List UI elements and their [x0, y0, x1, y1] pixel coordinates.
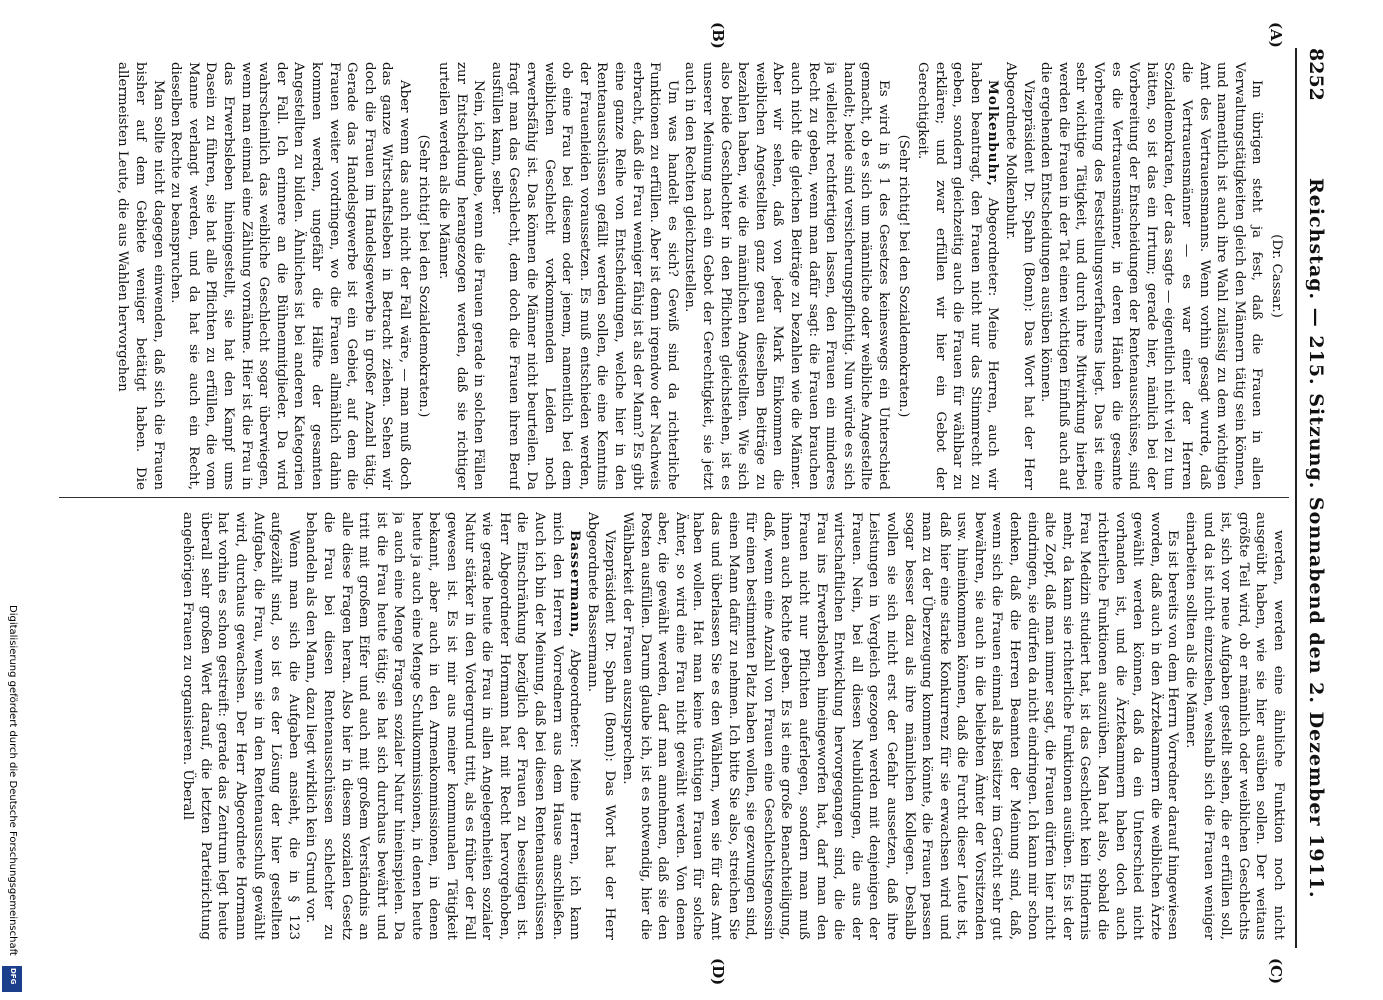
paragraph: Im übrigen steht ja fest, daß die Frauen in allen Verwaltungstätigkeiten gleich den Männern tätig sein können, und namentlich ist auch ihre Wahl zulässig zu dem wichtigen Amt des Vertrauensmanns. Wenn vorhin gesagt wurde, daß die Vertrauensmänner — es war einer der Herren Sozialdemokraten, der das sagte — eigentlich nicht viel zu tun hätten, so ist das ein Irrtum; gerade hier, nämlich bei der Vorbereitung der Entscheidungen der Rentenausschüsse, sind es die Vertrauensmänner, in deren Händen die gesamte Vorbereitung des Feststellungsverfahrens liegt. Das ist eine sehr wichtige Tätigkeit, und durch ihre Mitwirkung hierbei werden die Frauen in der Tat einen wichtigen Einfluß auch auf die ergehenden Entscheidungen ausüben können.	[1038, 62, 1265, 490]
speech-text: Abgeordneter: Meine Herren, ich kann mich den Herren Vorrednern aus dem Hause anschließen. Auch ich bin der Meinung, daß bei diesen Rentenausschüssen die Einschränkung bezüglich der Frauen zu beseitigen ist. Herr Abgeordneter Hormann hat mit Recht hervorgehoben, wie gerade heute die Frau in allen Angelegenheiten sozialer Natur stärker in den Vordergrund tritt, als es früher der Fall gewesen ist. Es ist mir aus meiner kommunalen Tätigkeit bekannt, aber auch in den Armenkommissionen, in denen heute ja auch eine Menge Schulkommissionen, in denen heute ja auch eine Menge Fragen sozialer Natur hineinspielen. Da ist die Frau heute tätig; sie hat sich durchaus bewährt und tritt mit großem Eifer und auch mit großem Verständnis an alle diese Fragen heran. Also hier in diesem sozialen Gesetz die Frau bei diesen Rentenausschüssen schlechter zu behandeln als den Mann, dazu liegt wirklich kein Grund vor.	[303, 512, 583, 940]
dfg-logo	[2, 966, 22, 992]
paragraph: Man sollte nicht dagegen einwenden, daß sich die Frauen bisher auf dem Gebiete weniger betätigt haben. Die allermeisten Leute, die aus Wahlen hervorgehen	[115, 62, 166, 490]
column-divider	[59, 497, 1289, 498]
paragraph: Vizepräsident Dr. Spahn (Bonn): Das Wort hat der Herr Abgeordnete Bassermann.	[584, 512, 618, 940]
speech-text: Abgeordneter: Meine Herren, auch wir haben beantragt, den Frauen nicht nur das Stimmrecht zu geben, sondern gleichzeitig auch die Frauen für wählbar zu erklären; und zwar erfüllen wir hier ein Gebot der Gerechtigkeit.	[915, 62, 1001, 490]
speaker-continuation: (Dr. Cassar.)	[1269, 234, 1284, 318]
paragraph: Vizepräsident Dr. Spahn (Bonn): Das Wort hat der Herr Abgeordnete Molkenbuhr.	[1003, 62, 1036, 490]
page-header	[1295, 48, 1331, 948]
speaker-name: Molkenbuhr,	[985, 80, 1002, 187]
paragraph	[302, 512, 584, 940]
digitization-note-text: Digitalisierung gefördert durch die Deutsche Forschungsgemeinschaft	[7, 605, 18, 956]
paragraph: Es ist bereits von dem Herrn Vorredner darauf hingewiesen worden, daß auch in den Ärztekammern die weiblichen Ärzte gewählt werden können, daß da ein Unterschied nicht vorhanden ist, und die Ärztekammern haben doch auch richterliche Funktionen auszuüben. Man hat also, sobald die Frau Medizin studiert hat, ist das Geschlecht kein Hindernis mehr, da kann sie richterliche Funktionen ausüben. Es ist der alte Zopf, daß man immer sagt, die Frauen dürfen hier nicht eindringen, sie dürfen da nicht eindringen. Ich kann mir schon denken, daß die Herren Beamten der Meinung sind, daß, wenn sich die Frauen einmal als Beisitzer im Gericht sehr gut bewähren, sie auch in die beliebten Ämter der Vorsitzenden usw. hineinkommen können, daß die Furcht dieser Leute ist, daß hier eine starke Konkurrenz für sie erwachsen wird und man zu der Überzeugung kommen könnte, die Frauen passen sogar besser dazu als ihre männlichen Kollegen. Deshalb wollen sie sich nicht erst der Gefahr aussetzen, daß ihre Leistungen in Vergleich gezogen werden mit denjenigen der Frauen. Nein, bei all diesen Neubildungen, die aus der wirtschaftlichen Entwicklung hervorgegangen sind, die die Frau ins Erwerbsleben hineingeworfen hat, darf man den Frauen nicht nur Pflichten auferlegen, sondern man muß ihnen auch Rechte geben. Es ist eine große Benachteiligung, daß, wenn eine Anzahl von Frauen eine Geschlechtsgenossin für einen bestimmten Platz haben wollen, sie gezwungen sind, einen Mann dafür zu nehmen. Ich bitte Sie also, streichen Sie das und überlassen Sie es den Wählern, wen sie für das Amt haben wollen. Hat man keine tüchtigen Frauen für solche Ämter, so wird eine Frau nicht gewählt werden. Von denen aber, die gewählt werden, darf man annehmen, daß sie den Posten ausfüllen. Darum glaube ich, ist es notwendig, hier die Wählbarkeit der Frauen auszusprechen.	[620, 512, 1181, 940]
paragraph: Es wird in § 1 des Gesetzes keineswegs ein Unterschied gemacht, ob es sich um männliche oder weibliche Angestellte handelt; beide sind versicherungspflichtig. Nun würde es sich ja vielleicht rechtfertigen lassen, den Frauen ein minderes Recht zu geben, wenn man dafür sagt: die Frauen brauchen auch nicht die gleichen Beiträge zu bezahlen wie die Männer. Aber wir sehen, daß von jeder Mark Einkommen die weiblichen Angestellten ganz genau dieselben Beiträge zu bezahlen haben, wie die männlichen Angestellten. Wie sich also beide Geschlechter in den Pflichten gleichstehen, ist es unserer Meinung nach ein Gebot der Gerechtigkeit, sie jetzt auch in den Rechten gleichzustellen.	[682, 62, 891, 490]
margin-marker-b: (B)	[709, 22, 727, 49]
margin-marker-c: (C)	[1267, 958, 1285, 985]
paragraph: Wenn man sich die Aufgaben ansieht, die in § 123 aufgezählt sind, so ist es der Lösung der hier gestellten Aufgabe, die Frau, wenn sie in den Rentenausschuß gewählt wird, durchaus gewachsen. Der Herr Abgeordnete Hormann hat vorhin es schon gestreift: gerade das Zentrum legt heute überall sehr großen Wert darauf, die letzten Parteirichtung angehörigen Frauen zu organisieren. Überall	[180, 512, 301, 940]
margin-marker-a: (A)	[1267, 22, 1285, 48]
interjection: (Sehr richtig! bei den Sozialdemokraten.)	[895, 134, 911, 418]
paragraph: Aber wenn das auch nicht der Fall wäre, — man muß doch das ganze Wirtschaftsleben in Betracht ziehen. Sehen wir doch die Frauen im Handelsgewerbe in großer Anzahl tätig. Gerade das Handelsgewerbe ist ein Gebiet, auf dem die Frauen weiter vordringen, wo die Frauen allmählich dahin kommen werden, ungefähr die Hälfte der gesamten Angestellten zu bilden. Ähnliches ist bei anderen Kategorien der Fall. Ich erinnere an die Bühnenmitglieder. Da wird wahrscheinlich das weibliche Geschlecht sogar überwiegen, wenn man einmal eine Zählung vornähme. Hier ist die Frau in das Erwerbsleben hineingestellt, sie hat den Kampf ums Dasein zu führen, sie hat alle Pflichten zu erfüllen, die vom Manne verlangt werden, und da hat sie auch ein Recht, dieselben Rechte zu beanspruchen.	[168, 62, 412, 490]
page-number: 8252	[1305, 48, 1327, 101]
dfg-logo-text: DFG	[9, 968, 17, 985]
running-title: Reichstag. — 215. Sitzung. Sonnabend den 2. Dezember 1911.	[1305, 178, 1327, 899]
interjection: (Sehr richtig! bei den Sozialdemokraten.)	[416, 134, 432, 418]
paragraph: Um was handelt es sich? Gewiß sind da richterliche Funktionen zu erfüllen. Aber ist denn irgendwo der Nachweis erbracht, daß die Frau weniger fähig ist als der Mann? Es gibt eine ganze Reihe von Entscheidungen, welche hier in den Rentenausschüssen gefällt werden sollen, die eine Kenntnis der Frauenleiden voraussetzen. Es muß entschieden werden, ob eine Frau bei diesem oder jenem, namentlich bei dem weiblichen Geschlecht vorkommenden Leiden noch erwerbsfähig ist. Das können die Männer nicht beurteilen. Da fragt man das Geschlecht, dem doch die Frauen ihren Beruf ausfüllen kann, selber.	[488, 62, 680, 490]
digitization-note	[2, 605, 24, 965]
margin-marker-d: (D)	[709, 958, 727, 986]
paragraph: Nein, ich glaube, wenn die Frauen gerade in solchen Fällen zur Entscheidung herangezogen werden, daß sie richtiger urteilen werden als die Männer.	[436, 62, 487, 490]
right-column	[57, 512, 1287, 940]
speaker-name: Bassermann,	[567, 530, 584, 639]
paragraph: werden, werden eine ähnliche Funktion noch nicht ausgeübt haben, wie sie hier ausüben sollen. Der weitaus größte Teil wird, ob er männlich oder weiblichen Geschlechts ist, sich vor neue Aufgaben gestellt sehen, die er erfüllen soll, und da ist nicht einzusehen, weshalb sich die Frauen weniger einarbeiten sollten als die Männer.	[1183, 512, 1286, 940]
paragraph	[914, 62, 1002, 490]
left-column	[57, 62, 1287, 490]
